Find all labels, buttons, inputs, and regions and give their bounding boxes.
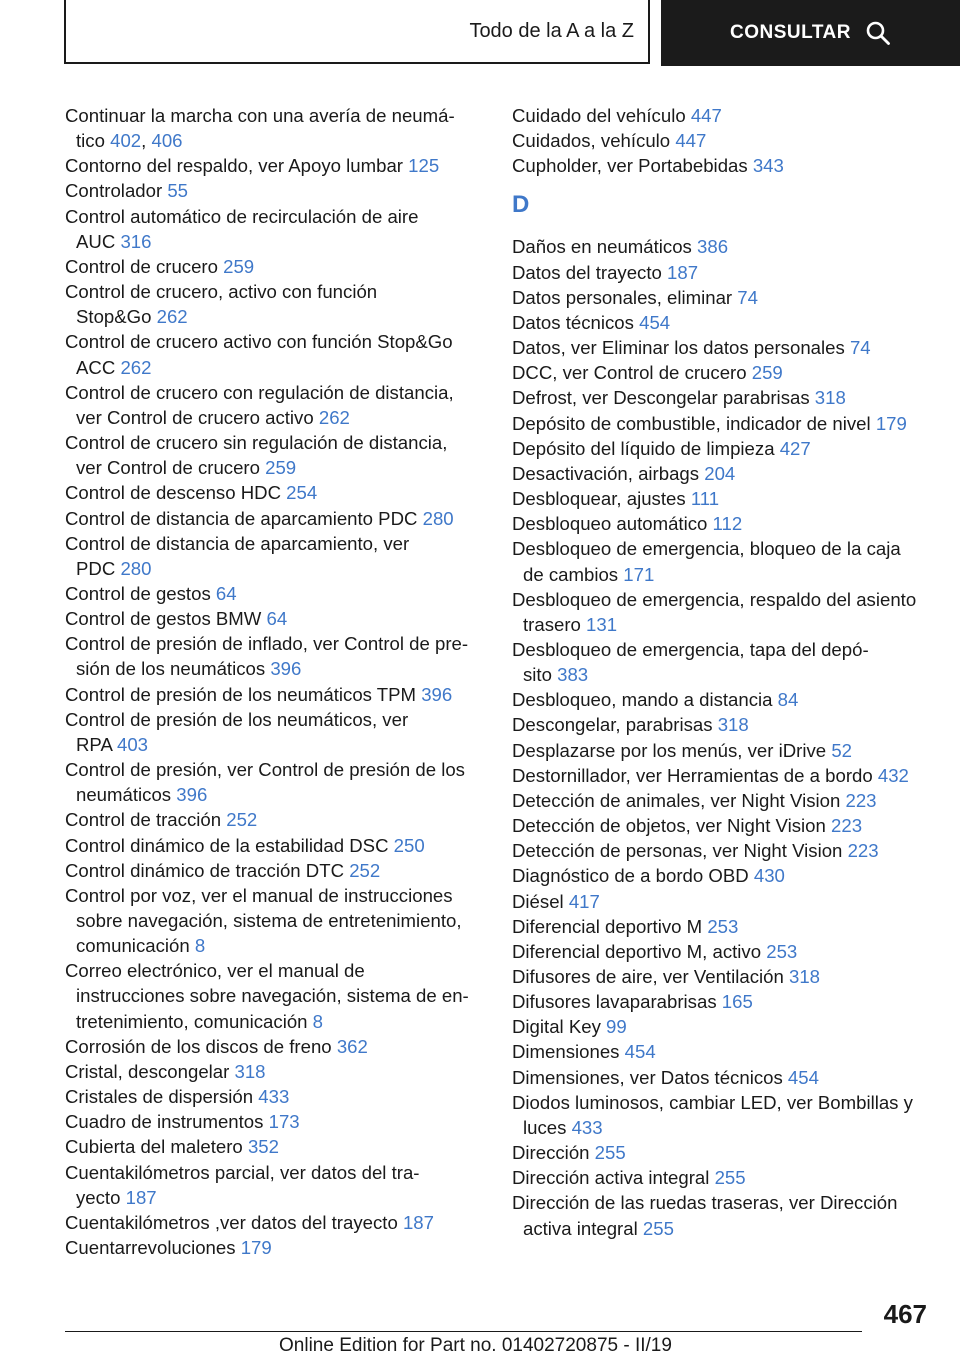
index-group-d — [512, 234, 932, 1240]
page-reference-link[interactable]: 74 — [849, 337, 871, 359]
index-entry-term: Desbloqueo de emergencia, respaldo del asiento — [512, 588, 917, 610]
index-entry — [65, 581, 485, 606]
index-entry-term: Desbloqueo automático — [512, 513, 713, 535]
page-reference-link[interactable]: 204 — [704, 462, 736, 484]
page-reference-link[interactable]: 280 — [120, 557, 152, 579]
page-reference-link[interactable]: 427 — [779, 437, 811, 459]
index-entry-term-continuation: sito — [523, 664, 558, 686]
index-entry — [512, 511, 932, 536]
page-reference-link[interactable]: 99 — [606, 1016, 627, 1038]
index-entry-term: Cuidado del vehículo — [512, 105, 691, 126]
index-entry-term: Datos técnicos — [512, 311, 640, 333]
search-icon — [865, 20, 891, 46]
index-entry-term: Control de tracción — [65, 809, 227, 831]
index-entry-term: Daños en neumáticos — [512, 236, 698, 258]
index-entry-term-continuation: trasero — [523, 613, 587, 635]
index-entry-term: Dimensiones, ver Datos técnicos — [512, 1066, 788, 1088]
index-entry — [512, 863, 932, 888]
index-entry — [65, 204, 485, 254]
page-reference-link[interactable]: 125 — [408, 155, 440, 177]
index-entry — [65, 606, 485, 631]
page-number: 467 — [883, 1299, 927, 1329]
index-entry-term: Cuentakilómetros parcial, ver datos del tra- — [65, 1161, 420, 1183]
page-reference-link[interactable]: 262 — [120, 356, 152, 378]
page-reference-link[interactable]: 64 — [215, 582, 237, 604]
top-navigation — [0, 0, 960, 66]
index-entry — [65, 833, 485, 858]
index-entry-term: Corrosión de los discos de freno — [65, 1035, 337, 1057]
index-entry-term: Cuadro de instrumentos — [65, 1111, 269, 1133]
index-entry — [512, 1140, 932, 1165]
page-reference-link[interactable]: 255 — [594, 1142, 626, 1164]
page-reference-link[interactable]: 254 — [286, 482, 318, 504]
index-entry — [512, 1165, 932, 1190]
index-entry-term: Diésel — [512, 890, 569, 912]
index-entry — [512, 310, 932, 335]
index-entry-term: Desbloqueo de emergencia, bloqueo de la caja — [512, 538, 901, 560]
index-entry — [65, 1160, 485, 1210]
page-reference-link[interactable]: 173 — [268, 1111, 300, 1133]
index-entry-term: Dirección de las ruedas traseras, ver Dirección — [512, 1192, 898, 1214]
index-entry — [65, 807, 485, 832]
page-reference-link[interactable]: 179 — [240, 1237, 272, 1259]
index-entry — [512, 939, 932, 964]
index-entry-term-continuation: activa integral — [523, 1217, 643, 1239]
index-entry-term: Dimensiones — [512, 1041, 625, 1063]
index-entry-term: Control de distancia de aparcamiento, ver — [65, 532, 410, 554]
index-entry — [512, 360, 932, 385]
index-entry-term: Cuidados, vehículo — [512, 130, 676, 152]
index-entry — [512, 411, 932, 436]
index-entry — [512, 914, 932, 939]
index-entry-term-continuation: ACC — [76, 356, 121, 378]
index-entry — [65, 480, 485, 505]
index-entry — [512, 234, 932, 259]
index-entry — [65, 858, 485, 883]
page-reference-link[interactable]: 433 — [571, 1116, 603, 1138]
index-entry — [512, 1014, 932, 1039]
index-entry-term: Control de gestos — [65, 582, 216, 604]
page-ref-separator: , — [141, 130, 152, 152]
page-reference-link[interactable]: 223 — [847, 840, 879, 862]
index-entry — [65, 380, 485, 430]
index-entry — [512, 103, 932, 128]
index-entry-term: Control de crucero sin regulación de distancia, — [65, 432, 448, 454]
page-reference-link[interactable]: 343 — [752, 155, 784, 177]
page-reference-link[interactable]: 187 — [402, 1211, 434, 1233]
index-entry-term: Desactivación, airbags — [512, 462, 705, 484]
page-reference-link[interactable]: 187 — [125, 1186, 157, 1208]
index-entry-term: Detección de animales, ver Night Vision — [512, 789, 846, 811]
page-reference-link[interactable]: 396 — [176, 784, 208, 806]
index-entry-term-continuation: ver Control de crucero activo — [76, 406, 319, 428]
page-reference-link[interactable]: 318 — [814, 387, 846, 409]
page-reference-link[interactable]: 262 — [318, 406, 350, 428]
page-reference-link[interactable]: 252 — [226, 809, 258, 831]
footer-edition-text: Online Edition for Part no. 01402720875 - II/19 — [279, 1335, 672, 1356]
index-entry-term: Desplazarse por los menús, ver iDrive — [512, 739, 832, 761]
index-entry-term: Desbloqueo, mando a distancia — [512, 689, 778, 711]
index-entry-term: Control de presión, ver Control de presión de los — [65, 759, 465, 781]
index-entry-term-continuation: sobre navegación, sistema de entretenimiento, — [76, 910, 462, 931]
page-reference-link[interactable]: 447 — [675, 130, 707, 152]
index-entry-term-continuation: sión de los neumáticos — [76, 658, 271, 680]
index-entry — [512, 738, 932, 763]
page-reference-link[interactable]: 8 — [312, 1010, 324, 1032]
index-entry-term-continuation: AUC — [76, 230, 121, 252]
index-entry — [512, 889, 932, 914]
page-reference-link[interactable]: 417 — [568, 890, 600, 912]
page-reference-link[interactable]: 187 — [667, 261, 699, 283]
index-entry — [65, 1109, 485, 1134]
page-reference-link[interactable]: 252 — [349, 859, 381, 881]
index-entry-term: Cristal, descongelar — [65, 1060, 235, 1082]
index-entry-term: Datos personales, eliminar — [512, 286, 738, 308]
index-entry-term: Difusores de aire, ver Ventilación — [512, 966, 789, 987]
index-entry-term: Digital Key — [512, 1016, 607, 1038]
page-reference-link[interactable]: 352 — [247, 1136, 279, 1158]
page-reference-link[interactable]: 318 — [234, 1060, 266, 1082]
page-reference-link[interactable]: 318 — [788, 966, 821, 987]
index-entry-term-continuation: neumáticos — [76, 784, 177, 806]
index-entry — [512, 687, 932, 712]
page-reference-link[interactable]: 55 — [167, 180, 189, 202]
index-entry — [65, 1034, 485, 1059]
index-entry-term: Contorno del respaldo, ver Apoyo lumbar — [65, 155, 409, 177]
index-entry-term: Continuar la marcha con una avería de neumá- — [65, 105, 455, 126]
index-entry-term-continuation: tico — [76, 130, 111, 152]
index-entry — [512, 964, 932, 989]
index-entry — [65, 506, 485, 531]
index-entry-term: Destornillador, ver Herramientas de a bordo — [512, 764, 878, 786]
index-entry — [65, 1210, 485, 1235]
index-entry-term: Control de gestos BMW — [65, 608, 267, 630]
page-reference-link[interactable]: 179 — [875, 412, 907, 434]
index-entry — [65, 254, 485, 279]
index-entry — [512, 385, 932, 410]
index-entry-term: Defrost, ver Descongelar parabrisas — [512, 387, 815, 409]
index-entry-term-continuation: yecto — [76, 1186, 126, 1208]
page-reference-link[interactable]: 262 — [156, 306, 188, 328]
index-entry — [512, 128, 932, 153]
index-entry — [65, 153, 485, 178]
index-entry — [65, 103, 485, 153]
index-entry — [512, 838, 932, 863]
page-reference-link[interactable]: 223 — [831, 815, 863, 837]
index-entry-term-continuation: RPA — [76, 733, 117, 755]
index-entry-term: Control de presión de los neumáticos TPM — [65, 683, 422, 705]
index-entry — [65, 279, 485, 329]
index-column-right — [512, 103, 932, 1241]
index-entry — [512, 1190, 932, 1240]
page-reference-link[interactable]: 253 — [707, 915, 739, 937]
page-reference-link[interactable]: 406 — [151, 130, 183, 152]
index-entry — [512, 763, 932, 788]
index-entry-term: Cubierta del maletero — [65, 1136, 248, 1158]
index-entry-term-continuation: PDC — [76, 557, 121, 579]
index-entry-term: Dirección — [512, 1142, 595, 1164]
page-reference-link[interactable]: 316 — [120, 230, 152, 252]
index-entry-term: Datos, ver Eliminar los datos personales — [512, 337, 850, 359]
index-entry — [512, 989, 932, 1014]
page-reference-link[interactable]: 280 — [422, 507, 454, 529]
index-entry — [65, 178, 485, 203]
page-reference-link[interactable]: 259 — [751, 362, 783, 384]
index-entry-term-continuation: comunicación — [76, 935, 195, 957]
index-entry — [512, 536, 932, 586]
index-entry-term: Dirección activa integral — [512, 1167, 715, 1189]
index-entry-term: Control dinámico de tracción DTC — [65, 859, 350, 881]
index-entry — [512, 436, 932, 461]
index-entry-term: Depósito del líquido de limpieza — [512, 437, 780, 459]
index-entry-term: Descongelar, parabrisas — [512, 714, 718, 736]
index-entry — [512, 461, 932, 486]
index-entry-term: Control de distancia de aparcamiento PDC — [65, 507, 423, 529]
index-entry-term: Control de crucero activo con función Stop&Go — [65, 331, 453, 353]
index-entry-term: Correo electrónico, ver el manual de — [65, 960, 365, 982]
index-entry-term: Control de descenso HDC — [65, 482, 287, 504]
index-entry — [512, 637, 932, 687]
page-reference-link[interactable]: 386 — [697, 236, 729, 258]
index-entry — [65, 1059, 485, 1084]
index-entry-term-continuation: Stop&Go — [76, 306, 157, 328]
index-entry — [65, 1235, 485, 1260]
index-entry-term: Control de presión de inflado, ver Control de pre- — [65, 633, 469, 655]
index-entry-term: Desbloquear, ajustes — [512, 488, 691, 510]
page-reference-link[interactable]: 259 — [265, 457, 297, 479]
tab-consult[interactable] — [661, 0, 960, 66]
page-reference-link[interactable]: 255 — [642, 1217, 674, 1239]
tab-consult-label: CONSULTAR — [730, 22, 851, 43]
index-entry — [512, 153, 932, 178]
index-entry-term: Cristales de dispersión — [65, 1086, 259, 1108]
index-column-left — [65, 103, 485, 1260]
index-entry — [65, 430, 485, 480]
tab-a-to-z-label: Todo de la A a la Z — [469, 19, 634, 42]
index-entry — [512, 788, 932, 813]
index-entry — [65, 1084, 485, 1109]
index-entry-term: Controlador — [65, 180, 168, 202]
index-entry — [65, 757, 485, 807]
index-entry-term: Diferencial deportivo M — [512, 915, 708, 937]
index-entry-term: Cupholder, ver Portabebidas — [512, 155, 753, 177]
index-entry — [65, 1134, 485, 1159]
page-reference-link[interactable]: 131 — [586, 613, 618, 635]
page-reference-link[interactable]: 430 — [753, 865, 785, 887]
index-entry-term: Datos del trayecto — [512, 261, 668, 283]
index-entry-term-continuation: de cambios — [523, 563, 624, 585]
index-entry-term: Control automático de recirculación de aire — [65, 205, 419, 227]
index-entry — [512, 260, 932, 285]
footer-divider — [65, 1331, 862, 1332]
index-entry — [512, 712, 932, 737]
index-entry-term: Control de crucero — [65, 255, 224, 277]
page-reference-link[interactable]: 255 — [714, 1167, 746, 1189]
page-reference-link[interactable]: 111 — [690, 488, 720, 510]
page-reference-link[interactable]: 433 — [258, 1086, 290, 1108]
page-reference-link[interactable]: 432 — [877, 764, 909, 786]
index-entry-term-continuation: instrucciones sobre navegación, sistema de en- — [76, 985, 469, 1007]
page-reference-link[interactable]: 253 — [766, 940, 798, 962]
index-entry-term-continuation: luces — [523, 1116, 572, 1138]
index-entry-term: Cuentakilómetros ,ver datos del trayecto — [65, 1211, 403, 1233]
index-entry-term: Difusores lavaparabrisas — [512, 991, 722, 1013]
index-entry-term-continuation: ver Control de crucero — [76, 457, 266, 479]
index-entry — [65, 682, 485, 707]
index-entry-term: Control de crucero con regulación de distancia, — [65, 381, 454, 403]
tab-a-to-z[interactable] — [64, 0, 650, 64]
page-reference-link[interactable]: 259 — [223, 255, 255, 277]
index-group-c-continued — [512, 103, 932, 178]
index-entry — [512, 1039, 932, 1064]
page-reference-link[interactable]: 396 — [270, 658, 302, 680]
page-reference-link[interactable]: 112 — [712, 513, 743, 535]
index-entry — [65, 707, 485, 757]
index-entry-term: Cuentarrevoluciones — [65, 1237, 241, 1259]
index-entry-term: Depósito de combustible, indicador de nivel — [512, 412, 876, 434]
index-entry — [512, 285, 932, 310]
index-entry-term: Detección de personas, ver Night Vision — [512, 840, 848, 862]
index-entry — [512, 1090, 932, 1140]
index-entry — [512, 813, 932, 838]
page-reference-link[interactable]: 454 — [787, 1066, 819, 1088]
page-reference-link[interactable]: 165 — [721, 991, 753, 1013]
index-entry — [65, 631, 485, 681]
page-reference-link[interactable]: 250 — [393, 834, 425, 856]
section-letter-d: D — [512, 191, 530, 219]
index-entry — [512, 587, 932, 637]
page-reference-link[interactable]: 402 — [110, 130, 142, 152]
index-entry-term: Detección de objetos, ver Night Vision — [512, 815, 832, 837]
page-reference-link[interactable]: 362 — [336, 1035, 368, 1057]
page-reference-link[interactable]: 52 — [831, 739, 852, 761]
index-entry-term: Diagnóstico de a bordo OBD — [512, 865, 754, 887]
page-reference-link[interactable]: 64 — [266, 608, 288, 630]
index-entry-term: Diodos luminosos, cambiar LED, ver Bombillas y — [512, 1091, 913, 1113]
page-reference-link[interactable]: 454 — [639, 311, 671, 333]
index-entry-term: DCC, ver Control de crucero — [512, 362, 752, 384]
index-entry-term: Control de presión de los neumáticos, ver — [65, 708, 409, 730]
index-entry-term: Control de crucero, activo con función — [65, 281, 378, 303]
index-entry — [65, 531, 485, 581]
page-reference-link[interactable]: 171 — [623, 563, 655, 585]
index-entry — [65, 958, 485, 1033]
index-entry-term: Control dinámico de la estabilidad DSC — [65, 834, 394, 856]
page-reference-link[interactable]: 84 — [777, 689, 799, 711]
page-reference-link[interactable]: 403 — [117, 733, 149, 755]
index-entry-term: Diferencial deportivo M, activo — [512, 940, 767, 962]
page-reference-link[interactable]: 454 — [624, 1041, 656, 1063]
page-reference-link[interactable]: 318 — [717, 714, 749, 736]
index-entry — [512, 335, 932, 360]
index-entry — [65, 883, 485, 958]
page-reference-link[interactable]: 74 — [737, 286, 758, 308]
index-entry-term: Control por voz, ver el manual de instrucciones — [65, 884, 453, 906]
page-reference-link[interactable]: 8 — [194, 935, 206, 957]
page-reference-link[interactable]: 383 — [557, 664, 589, 686]
index-entry — [512, 1065, 932, 1090]
index-entry-term: Desbloqueo de emergencia, tapa del depó- — [512, 638, 869, 660]
index-entry — [512, 486, 932, 511]
index-entry-term-continuation: tretenimiento, comunicación — [76, 1010, 313, 1032]
page-reference-link[interactable]: 396 — [421, 683, 453, 705]
page-reference-link[interactable]: 447 — [690, 105, 722, 126]
index-entry — [65, 329, 485, 379]
page-reference-link[interactable]: 223 — [845, 789, 877, 811]
